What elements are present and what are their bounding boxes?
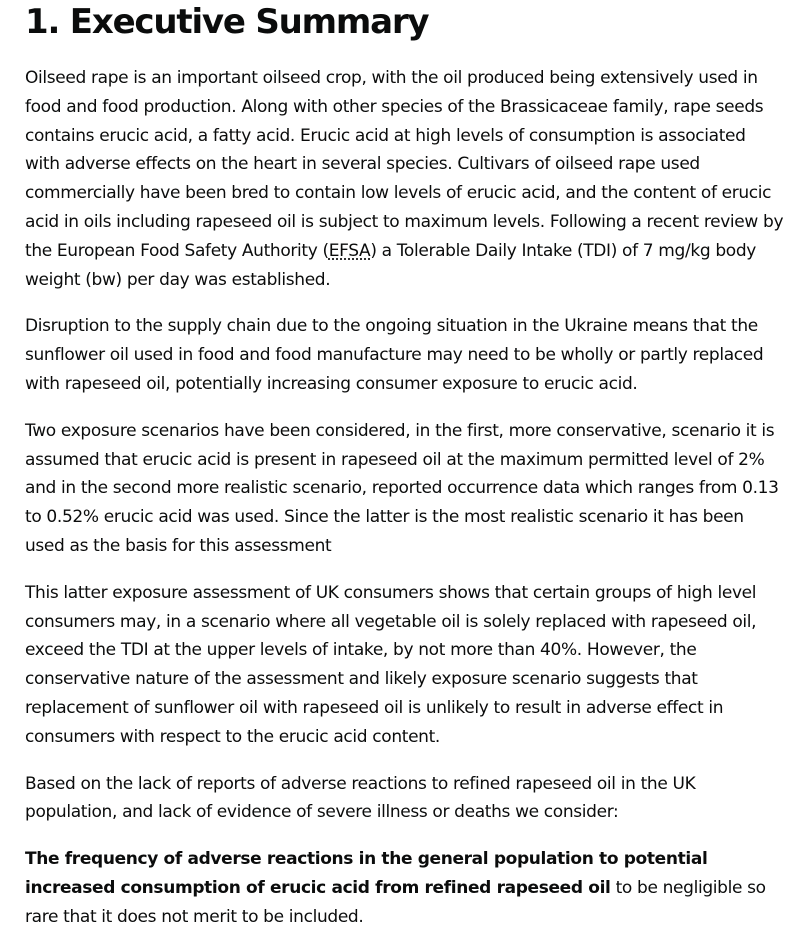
paragraph-exposure-scenarios: Two exposure scenarios have been considered, in the first, more conservative, scenario it is assumed that erucic acid is present in rapeseed oil at the maximum permitted level of 2% and in the second more realistic scenario, reported occurrence data which ranges from 0.13 to 0.52% erucic acid was used. Since the latter is the most realistic scenario it has been used as the basis for this assessment [25, 420, 779, 556]
paragraph-lack-of-reports: Based on the lack of reports of adverse reactions to refined rapeseed oil in the UK population, and lack of evidence of severe illness or deaths we consider: [25, 773, 696, 823]
paragraph-exposure-assessment: This latter exposure assessment of UK consumers shows that certain groups of high level consumers may, in a scenario where all vegetable oil is solely replaced with rapeseed oil, exceed the TDI at the upper levels of intake, by not more than 40%. However, the conservative nature of the assessment and likely exposure scenario suggests that replacement of sunflower oil with rapeseed oil is unlikely to result in adverse effect in consumers with respect to the erucic acid content. [25, 582, 757, 747]
paragraph-oilseed-background [25, 64, 785, 294]
conclusion-bold-text: The frequency of adverse reactions in the general population to potential increased consumption of erucic acid from refined rapeseed oil [25, 849, 708, 898]
efsa-abbreviation[interactable]: EFSA [328, 240, 371, 261]
conclusion-text: to be negligible so rare that it does not merit to be included. [25, 877, 766, 927]
paragraph-text: ) a Tolerable Daily Intake (TDI) of 7 mg/kg body weight (bw) per day was established. [25, 240, 756, 290]
document-body [25, 0, 785, 932]
paragraph-conclusion [25, 845, 785, 931]
paragraph-text: Oilseed rape is an important oilseed crop, with the oil produced being extensively used in food and food production. Along with other species of the Brassicaceae family, rape seeds contains erucic acid, a fatty acid. Erucic acid at high levels of consumption is associated with adverse effects on the heart in several species. Cultivars of oilseed rape used commercially have been bred to contain low levels of erucic acid, and the content of erucic acid in oils including rapeseed oil is subject to maximum levels. Following a recent review by the European Food Safety Authority ( [25, 68, 784, 261]
section-heading: 1. Executive Summary [25, 2, 429, 42]
paragraph-supply-disruption: Disruption to the supply chain due to the ongoing situation in the Ukraine means that the sunflower oil used in food and food manufacture may need to be wholly or partly replaced with rapeseed oil, potentially increasing consumer exposure to erucic acid. [25, 316, 764, 394]
